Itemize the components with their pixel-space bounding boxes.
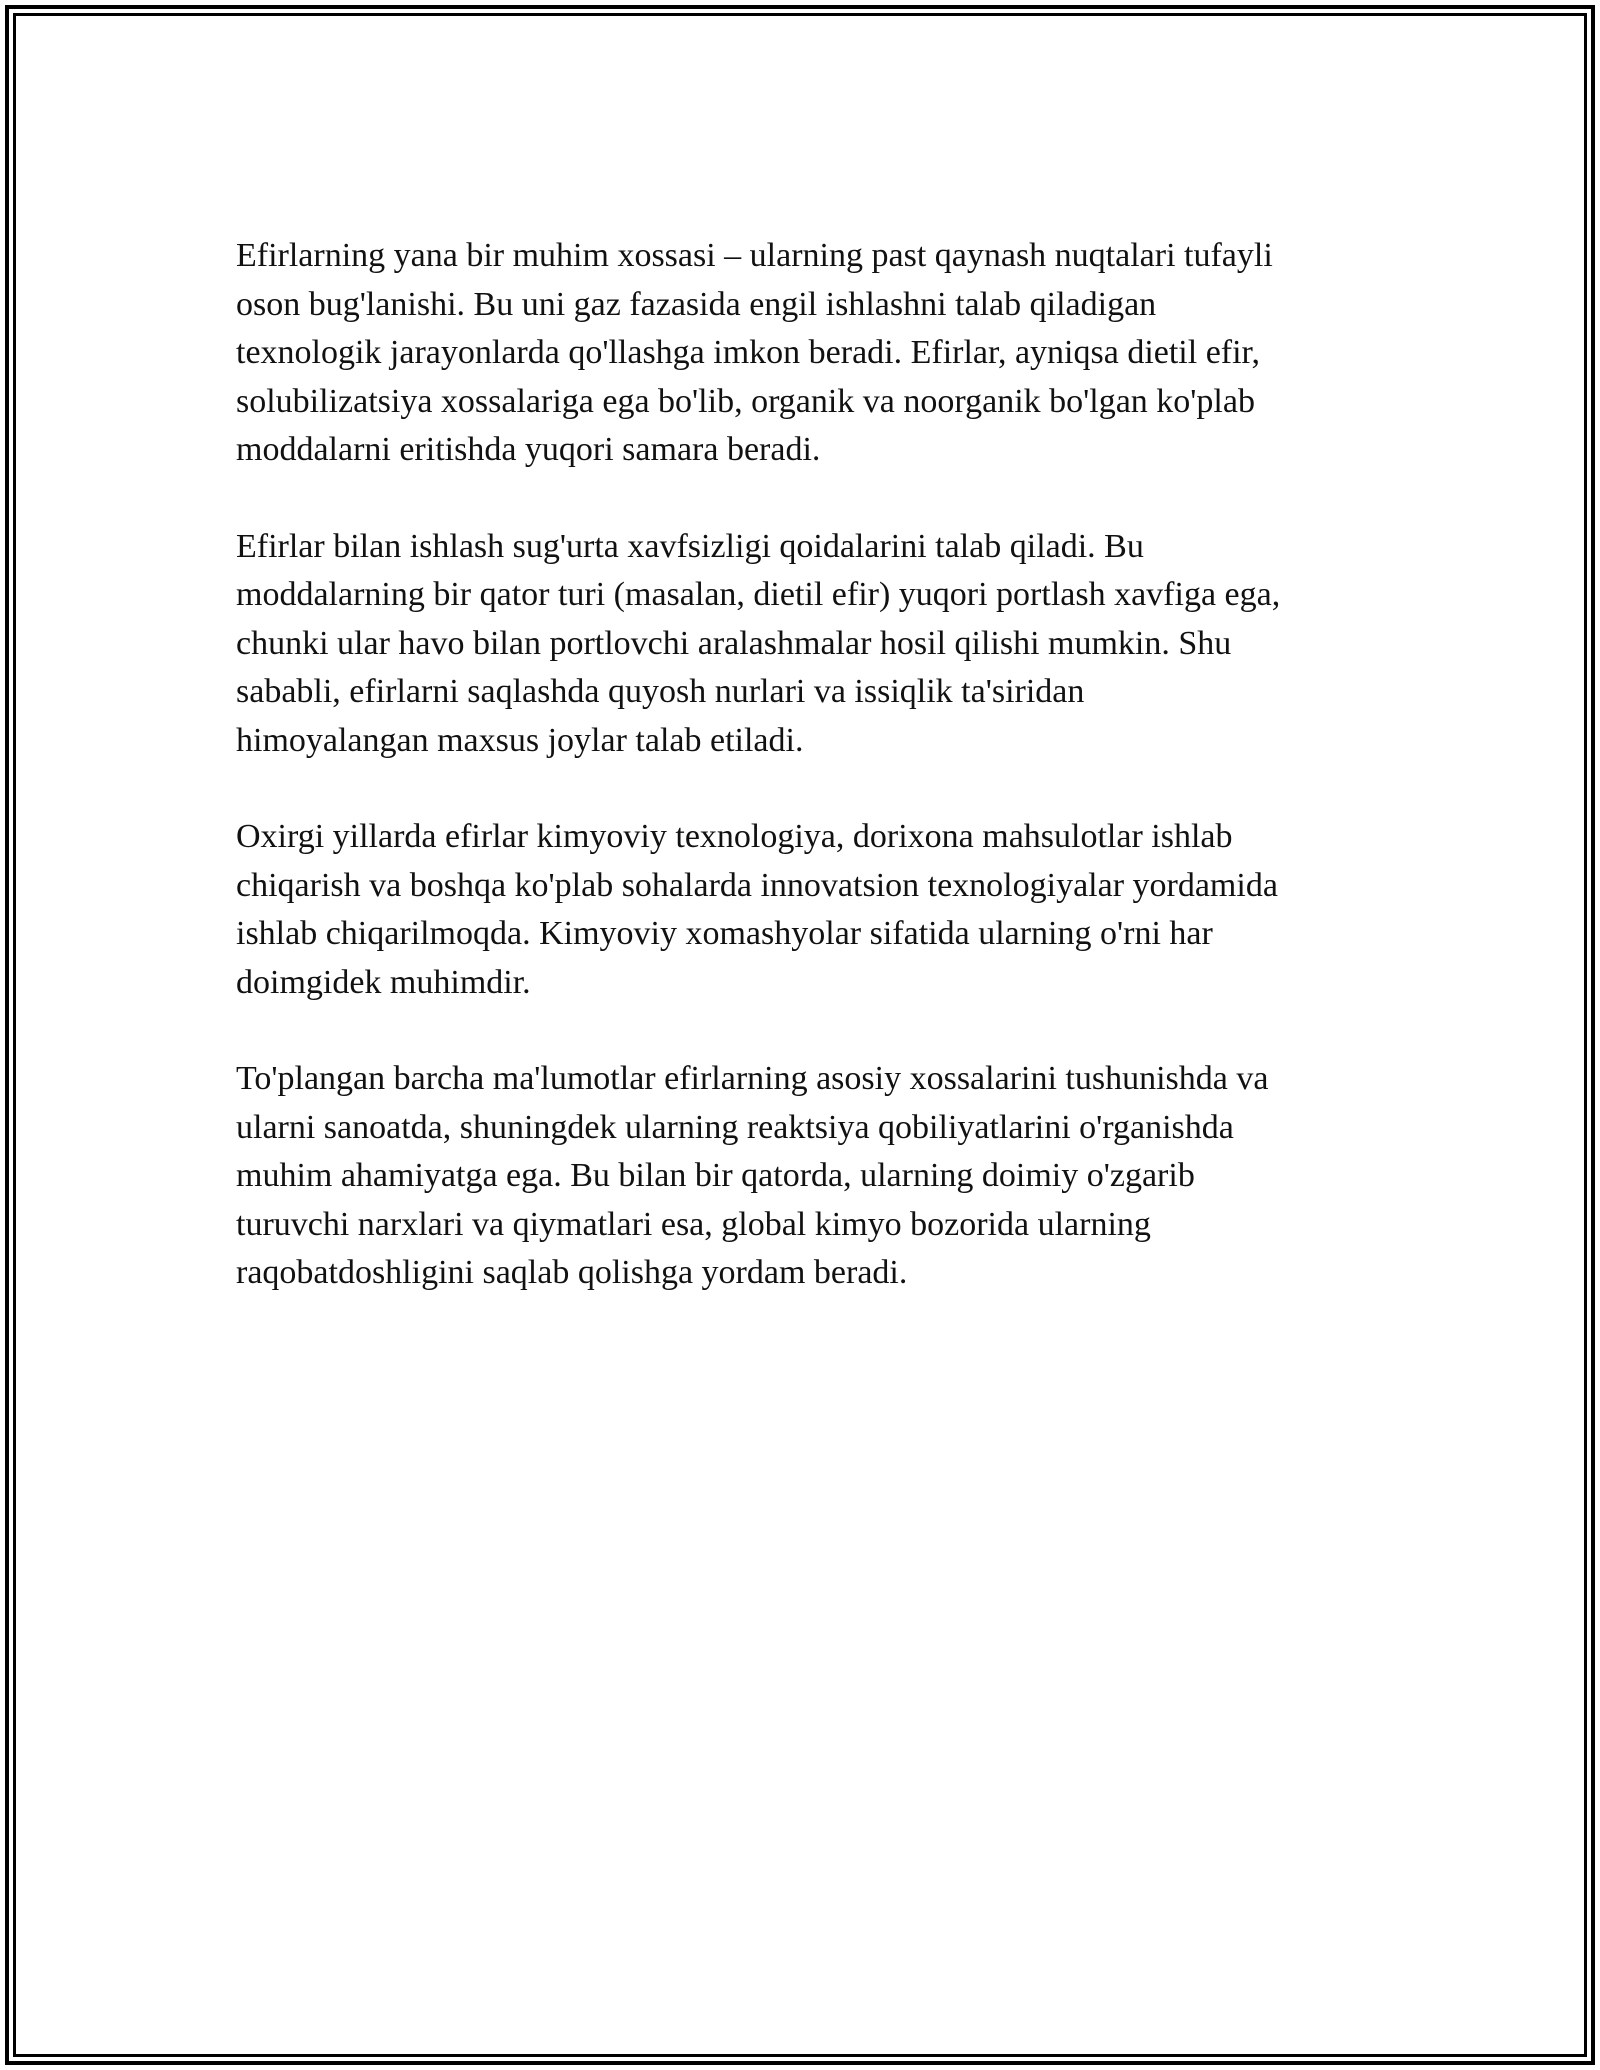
text-line: raqobatdoshligini saqlab qolishga yordam beradi. <box>236 1254 908 1291</box>
text-line: doimgidek muhimdir. <box>236 963 531 1001</box>
text-line: himoyalangan maxsus joylar talab etiladi. <box>236 721 804 759</box>
text-line: solubilizatsiya xossalariga ega bo'lib, organik va noorganik bo'lgan ko'plab <box>236 382 1255 420</box>
text-line: moddalarni eritishda yuqori samara beradi. <box>236 431 821 468</box>
text-line: chiqarish va boshqa ko'plab sohalarda innovatsion texnologiyalar yordamida <box>236 866 1278 904</box>
text-line: oson bug'lanishi. Bu uni gaz fazasida engil ishlashni talab qiladigan <box>236 285 1157 323</box>
text-line: chunki ular havo bilan portlovchi aralashmalar hosil qilishi mumkin. Shu <box>236 624 1232 662</box>
text-line: sababli, efirlarni saqlashda quyosh nurlari va issiqlik ta'siridan <box>236 673 1085 710</box>
text-line: Efirlarning yana bir muhim xossasi – ularning past qaynash nuqtalari tufayli <box>236 237 1273 274</box>
paragraph-3 <box>236 813 1376 1007</box>
text-line: moddalarning bir qator turi (masalan, dietil efir) yuqori portlash xavfiga ega, <box>236 576 1281 613</box>
text-line: ularni sanoatda, shuningdek ularning reaktsiya qobiliyatlarini o'rganishda <box>236 1108 1234 1146</box>
text-line: Efirlar bilan ishlash sug'urta xavfsizligi qoidalarini talab qiladi. Bu <box>236 527 1144 565</box>
text-line: turuvchi narxlari va qiymatlari esa, global kimyo bozorida ularning <box>236 1205 1151 1243</box>
text-line: muhim ahamiyatga ega. Bu bilan bir qatorda, ularning doimiy o'zgarib <box>236 1157 1195 1194</box>
text-line: ishlab chiqarilmoqda. Kimyoviy xomashyolar sifatida ularning o'rni har <box>236 915 1213 952</box>
text-line: To'plangan barcha ma'lumotlar efirlarning asosiy xossalarini tushunishda va <box>236 1060 1269 1097</box>
paragraph-4 <box>236 1055 1376 1298</box>
document-body <box>236 232 1376 1346</box>
paragraph-2 <box>236 523 1376 766</box>
paragraph-1 <box>236 232 1376 475</box>
text-line: Oxirgi yillarda efirlar kimyoviy texnologiya, dorixona mahsulotlar ishlab <box>236 818 1233 855</box>
text-line: texnologik jarayonlarda qo'llashga imkon beradi. Efirlar, ayniqsa dietil efir, <box>236 334 1261 371</box>
